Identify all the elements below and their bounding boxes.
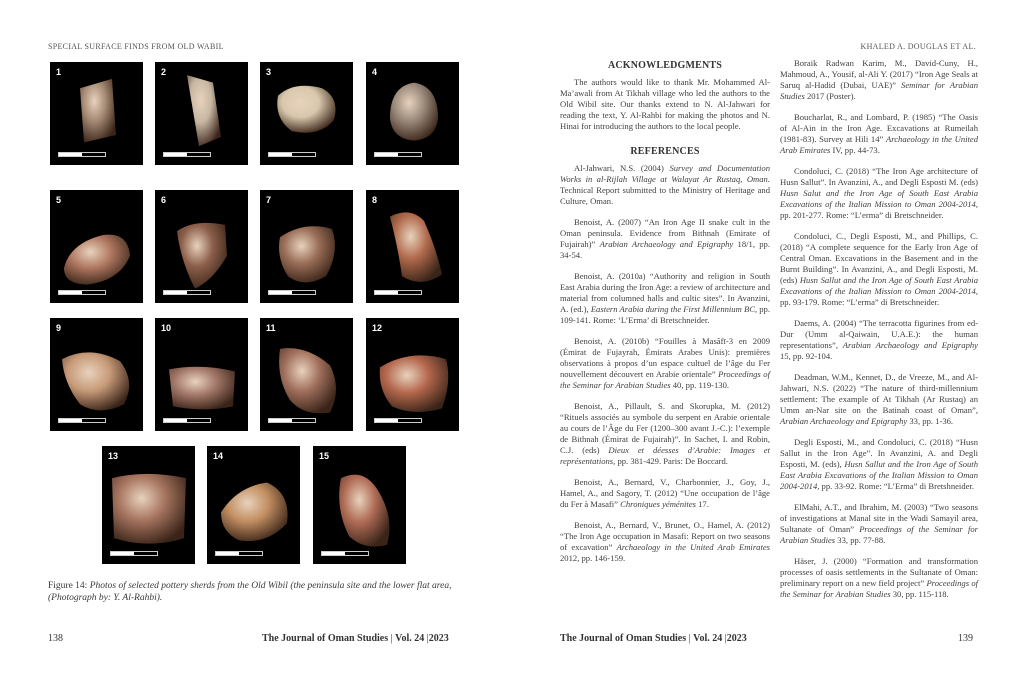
journal-name: The Journal of Oman Studies (560, 633, 687, 644)
reference-entry (560, 163, 770, 207)
pottery-photo (102, 446, 195, 564)
running-header-left: SPECIAL SURFACE FINDS FROM OLD WABIL (48, 42, 224, 51)
pottery-sherd-image (102, 446, 195, 564)
pottery-photo (50, 318, 143, 431)
references-heading: REFERENCES (630, 146, 700, 157)
reference-details: 18/1, pp. 34-54. (560, 239, 770, 260)
reference-text: Al-Jahwari, N.S. (2004) (574, 163, 670, 173)
photo-number: 4 (372, 67, 378, 77)
photo-number: 3 (266, 67, 272, 77)
pottery-photo (155, 318, 248, 431)
reference-text: Condoluci, C. (2018) “The Iron Age architecture of Husn Sallut”. In Avanzini, A., and Degli Esposti M. (eds) (780, 166, 978, 187)
journal-volume: Vol. 24 (693, 633, 723, 644)
reference-title: Proceedings of the Seminar for Arabian Studies (780, 524, 978, 545)
reference-title: Survey and Documentation Works in al-Rijlah Village at Walayat Ar Rustaq, Oman. (560, 163, 770, 184)
reference-text: Benoist, A., Bernard, V., Charbonnier, J., Goy, J., Hamel, A., and Sagory, T. (2012) “Une occupation de l’âge du Fer à Masafi” (560, 477, 770, 509)
pottery-sherd-image (366, 190, 459, 303)
right-page-column-1 (560, 58, 770, 574)
footer-separator: | (390, 633, 393, 644)
reference-title: Proceedings of the Seminar for Arabian Studies (560, 369, 770, 390)
pottery-photo (313, 446, 406, 564)
reference-text: Boucharlat, R., and Lombard, P. (1985) “The Oasis of Al-Ain in the Iron Age. Excavations at Rumeilah (1981-83). Survey at Hili 14” (780, 112, 978, 144)
reference-title: Chroniques yéménites (620, 499, 696, 509)
reference-text: Degli Esposti, M., and Condoluci, C. (2018) “Husn Sallut in the Iron Age”. In Avanzini, A. and Degli Esposti, M. (eds), (780, 437, 978, 469)
reference-details: 40, pp. 119-130. (670, 380, 730, 390)
pottery-sherd-image (366, 62, 459, 165)
reference-details: Technical Report submitted to the Ministry of Heritage and Culture, Oman. (560, 185, 770, 206)
pottery-photo (366, 62, 459, 165)
photo-number: 8 (372, 195, 378, 205)
reference-entry (780, 556, 978, 600)
reference-entry (780, 112, 978, 156)
reference-text: Benoist, A. (2010a) “Authority and religion in South East Arabia during the Iron Age: a review of architecture and material from columned halls and cultic sites”. In Avanzini, A. (ed.), (560, 271, 770, 314)
reference-text: Deadman, W.M., Kennet, D., de Vreeze, M., and Al-Jahwari, N.S. (2022) “The nature of third-millennium settlement: The example of At Tikhah (Ar Rustaq) an Umm an-Nar site on the Batinah coast of Oman”, (780, 372, 978, 415)
photo-number: 11 (266, 323, 276, 333)
photo-number: 9 (56, 323, 62, 333)
journal-name: The Journal of Oman Studies (262, 633, 389, 644)
reference-text: Benoist, A. (2010b) “Fouilles à Masāfī-3 en 2009 (Émirat de Fujayrah, Émirats Arabes Unis): premières observations à propos d’un espace cultuel de l’âge du Fer nouvellement découvert en Arabie orientale” (560, 336, 770, 379)
scale-bar (58, 152, 106, 157)
photo-number: 13 (108, 451, 119, 461)
reference-details: pp. 381-429. Paris: De Boccard. (615, 456, 728, 466)
reference-details: 30, pp. 115-118. (890, 589, 949, 599)
journal-year: 2023 (726, 633, 747, 644)
reference-title: Arabian Archaeology and Epigraphy (842, 340, 978, 350)
pottery-photo (50, 190, 143, 303)
photo-number: 12 (372, 323, 383, 333)
reference-text: ElMahi, A.T., and Ibrahim, M. (2003) “Two seasons of investigations at Manal site in the Wadi Samayil area, Sultanate of Oman” (780, 502, 978, 534)
photo-number: 1 (56, 67, 62, 77)
footer-separator: | (426, 633, 429, 644)
photo-number: 5 (56, 195, 62, 205)
pottery-photo (366, 190, 459, 303)
figure-caption-label: Figure 14: (48, 581, 90, 591)
scale-bar (163, 290, 211, 295)
right-page-column-2 (780, 58, 978, 610)
footer-separator: | (724, 633, 727, 644)
reference-text: Daems, A. (2004) “The terracotta figurines from ed-Dur (Umm al-Qaiwain, U.A.E.): the human representations”, (780, 318, 978, 350)
photo-number: 14 (213, 451, 224, 461)
reference-text: Benoist, A., Pillault, S. and Skorupka, M. (2012) “Rituels associés au symbole du serpent en Arabie orientale au cours de l’Âge du Fer (1200–300 avant J.-C.): l’exemple de Bithnah (Émirat de Fujairah)”. In Sachet, I. and Robin, C.J. (eds) (560, 401, 770, 455)
reference-title: Seminar for Arabian Studies (780, 80, 978, 101)
reference-entry (560, 271, 770, 326)
pottery-sherd-image (155, 62, 248, 165)
reference-title: Eastern Arabia during the First Millennium BC, (590, 304, 758, 314)
scale-bar (215, 551, 263, 556)
scale-bar (58, 290, 106, 295)
page-number-left: 138 (48, 633, 63, 644)
scale-bar (163, 152, 211, 157)
reference-text: Boraik Radwan Karim, M., David-Cuny, H., Mahmoud, A., Yousif, al-Ali Y. (2017) “Iron Age Seals at Saruq al-Hadid (Dubai, UAE)” (780, 58, 978, 90)
page-number-right: 139 (958, 633, 973, 644)
scale-bar (268, 290, 316, 295)
pottery-photo (155, 190, 248, 303)
figure-caption-text: Photos of selected pottery sherds from the Old Wibil (the peninsula site and the lower flat area, (Photograph by: Y. Al-Rahbi). (48, 581, 452, 603)
photo-number: 7 (266, 195, 272, 205)
reference-title: Husn Sallut and the Iron Age of South East Arabia Excavations of the Italian Mission to Oman 2004-2014, (780, 459, 978, 491)
reference-text: Condoluci, C., Degli Esposti, M., and Phillips, C. (2018) “A complete sequence for the Early Iron Age of Central Oman. Excavations in the Basement and in the Burnt Building”. In Avanzini, A., and Degli Esposti, M. (eds) (780, 231, 978, 285)
references-list-col1 (560, 163, 770, 564)
reference-entry (560, 217, 770, 261)
reference-entry (780, 318, 978, 362)
scale-bar (268, 152, 316, 157)
reference-details: 33, pp. 77-88. (835, 535, 886, 545)
pottery-sherd-image (155, 318, 248, 431)
reference-title: Arabian Archaeology and Epigraphy (599, 239, 734, 249)
journal-volume: Vol. 24 (395, 633, 425, 644)
running-header-right: KHALED A. DOUGLAS ET AL. (860, 42, 976, 51)
reference-entry (560, 401, 770, 467)
pottery-photo (207, 446, 300, 564)
pottery-photo (155, 62, 248, 165)
scale-bar (321, 551, 369, 556)
reference-title: Dieux et déesses d’Arabie: Images et représentations, (560, 445, 770, 466)
pottery-sherd-image (313, 446, 406, 564)
pottery-sherd-image (155, 190, 248, 303)
acknowledgments-text: The authors would like to thank Mr. Mohammed Al-Ma’awali from At Tikhah village who led the authors to the Old Wibil site. Our thanks extend to N. Al-Jahwari for reading the text, Y. Al-Rahbi for making the photos and N. Hinai for introducing the authors to the local people. (560, 77, 770, 131)
pottery-sherd-image (207, 446, 300, 564)
reference-title: Husn Sallut and the Iron Age of South East Arabia Excavations of the Italian Mission to Oman 2004-2014, (780, 275, 978, 296)
footer-separator: | (688, 633, 691, 644)
pottery-sherd-image (50, 190, 143, 303)
reference-text: Benoist, A. (2007) “An Iron Age II snake cult in the Oman peninsula. Evidence from Bithnah (Emirate of Fujairah)” (560, 217, 770, 249)
pottery-photo (260, 190, 353, 303)
reference-entry (560, 477, 770, 510)
pottery-sherd-image (50, 318, 143, 431)
reference-title: Proceedings of the Seminar for Arabian Studies (780, 578, 978, 599)
photo-number: 6 (161, 195, 167, 205)
pottery-photo (260, 318, 353, 431)
reference-title: Archaeology in the United Arab Emirates (780, 134, 979, 155)
reference-entry (780, 437, 978, 492)
reference-entry (780, 58, 978, 102)
pottery-photo (50, 62, 143, 165)
reference-details: pp. 109-141. Rome: ‘L’Erma’ di Bretschneider. (560, 304, 770, 325)
reference-text: Häser, J. (2000) “Formation and transformation processes of oasis settlements in the Sultanate of Oman: preliminary report on a new field project” (780, 556, 978, 588)
reference-entry (780, 372, 978, 427)
pottery-sherd-image (260, 62, 353, 165)
reference-entry (560, 520, 770, 564)
pottery-sherd-image (260, 190, 353, 303)
scale-bar (163, 418, 211, 423)
photo-number: 15 (319, 451, 330, 461)
scale-bar (110, 551, 158, 556)
pottery-sherd-image (366, 318, 459, 431)
reference-entry (780, 231, 978, 308)
reference-details: 2017 (Poster). (804, 91, 856, 101)
scale-bar (374, 418, 422, 423)
photo-number: 10 (161, 323, 172, 333)
reference-details: 15, pp. 92-104. (780, 351, 833, 361)
figure-caption (48, 580, 478, 604)
reference-details: pp. 33-92. Rome: “L’Erma” di Bretshneider. (819, 481, 974, 491)
scale-bar (58, 418, 106, 423)
reference-entry (560, 336, 770, 391)
reference-entry (780, 502, 978, 546)
pottery-sherd-image (50, 62, 143, 165)
journal-footer-left (262, 633, 449, 644)
reference-title: Archaeology in the United Arab Emirates (616, 542, 771, 552)
scale-bar (374, 290, 422, 295)
pottery-sherd-image (260, 318, 353, 431)
reference-details: IV, pp. 44-73. (830, 145, 880, 155)
reference-details: pp. 201-277. Rome: “L’erma” di Bretschneider. (780, 210, 944, 220)
reference-details: pp. 93-179. Rome: “L’erma” di Bretschneider. (780, 297, 940, 307)
journal-footer-right (560, 633, 747, 644)
pottery-photo (366, 318, 459, 431)
reference-details: 2012, pp. 146-159. (560, 553, 626, 563)
journal-year: 2023 (428, 633, 449, 644)
pottery-photo (260, 62, 353, 165)
photo-number: 2 (161, 67, 167, 77)
reference-title: Husn Salut and the Iron Age of South East Arabia Excavations of the Italian Mission to Oman 2004-2014, (780, 188, 978, 209)
scale-bar (268, 418, 316, 423)
reference-title: Arabian Archaeology and Epigraphy (780, 416, 908, 426)
acknowledgments-heading: ACKNOWLEDGMENTS (607, 60, 723, 71)
reference-details: 17. (695, 499, 709, 509)
reference-entry (780, 166, 978, 221)
scale-bar (374, 152, 422, 157)
reference-details: 33, pp. 1-36. (907, 416, 954, 426)
references-list-col2 (780, 58, 978, 600)
reference-text: Benoist, A., Bernard, V., Brunet, O., Hamel, A. (2012) “The Iron Age occupation in Masafi: Report on two seasons of excavation” (560, 520, 770, 552)
